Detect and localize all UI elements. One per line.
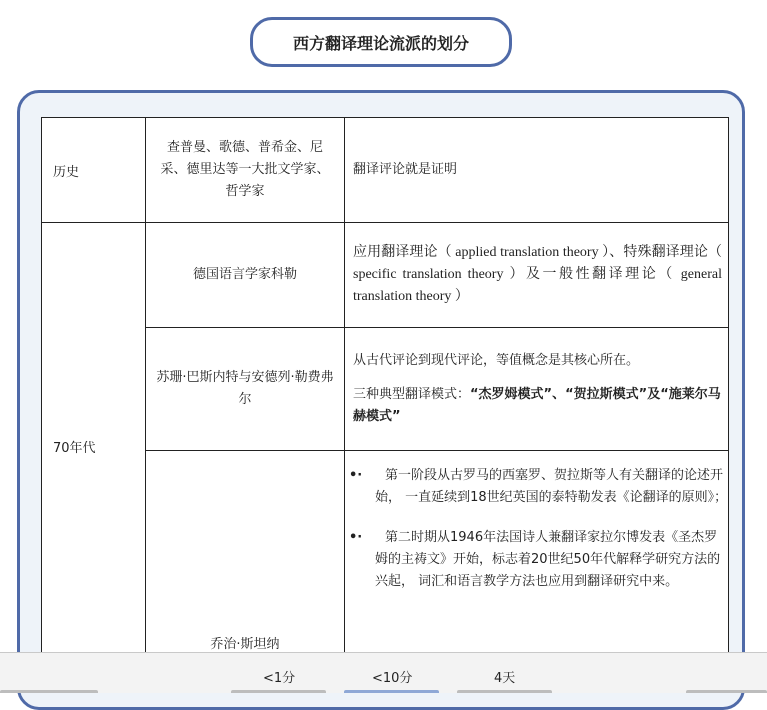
- idea-line2-emphasis: “杰罗姆模式”、“贺拉斯模式”及“施莱尔马赫模式”: [353, 387, 721, 424]
- bullet-icon: •·: [349, 468, 363, 483]
- list-item: [345, 465, 728, 509]
- period-label: 70年代: [53, 441, 96, 456]
- table-row-history: [42, 118, 729, 223]
- table-row-bassnett: [42, 328, 729, 451]
- people-cell-kohler: [146, 223, 345, 328]
- bullet-text: 第一阶段从古罗马的西塞罗、贺拉斯等人有关翻译的论述开始， 一直延续到18世纪英国的泰特勒发表《论翻译的原则》；: [375, 468, 728, 505]
- card-title: [250, 17, 512, 67]
- easy-interval-button[interactable]: 4天: [494, 667, 515, 686]
- list-item: [345, 527, 728, 593]
- people-text: 乔治·斯坦纳: [210, 637, 280, 652]
- notes-table: [41, 117, 729, 671]
- idea-cell-kohler: [345, 223, 729, 328]
- period-cell-history: [42, 118, 146, 223]
- idea-text: 翻译评论就是证明: [353, 162, 458, 177]
- people-text: 德国语言学家科勒: [192, 267, 297, 282]
- table-row-kohler: [42, 223, 729, 328]
- people-text: 苏珊·巴斯内特与安德列·勒费弗尔: [156, 370, 334, 407]
- bullet-icon: •·: [349, 530, 363, 545]
- idea-cell-steiner: [345, 451, 729, 671]
- idea-cell-bassnett: [345, 328, 729, 451]
- idea-line2: [345, 384, 728, 428]
- card-title-text: 西方翻译理论流派的划分: [292, 33, 469, 53]
- period-label: 历史: [53, 164, 80, 180]
- idea-line2-prefix: 三种典型翻译模式：: [353, 387, 471, 402]
- bullet-text: 第二时期从1946年法国诗人兼翻译家拉尔博发表《圣杰罗姆的主祷文》开始，标志着20世纪50年代解释学研究方法的兴起， 词汇和语言教学方法也应用到翻译研究中来。: [375, 530, 721, 589]
- idea-cell-history: [345, 118, 729, 223]
- answer-bar: [0, 652, 767, 693]
- people-cell-steiner: [146, 451, 345, 671]
- people-cell-bassnett: [146, 328, 345, 451]
- idea-text: 应用翻译理论（ applied translation theory ）、特殊翻译理论（ specific translation theory ）及一般性翻译理论（ general translation theory ）: [353, 245, 722, 304]
- idea-line1: 从古代评论到现代评论，等值概念是其核心所在。: [353, 353, 640, 368]
- hard-interval-button[interactable]: <1分: [263, 667, 295, 686]
- period-cell-70s: [42, 223, 146, 671]
- people-text: 查普曼、歌德、普希金、尼采、德里达等一大批文学家、哲学家: [160, 140, 330, 199]
- good-interval-button[interactable]: <10分: [372, 667, 412, 686]
- people-cell-history: [146, 118, 345, 223]
- table-row-steiner: [42, 451, 729, 671]
